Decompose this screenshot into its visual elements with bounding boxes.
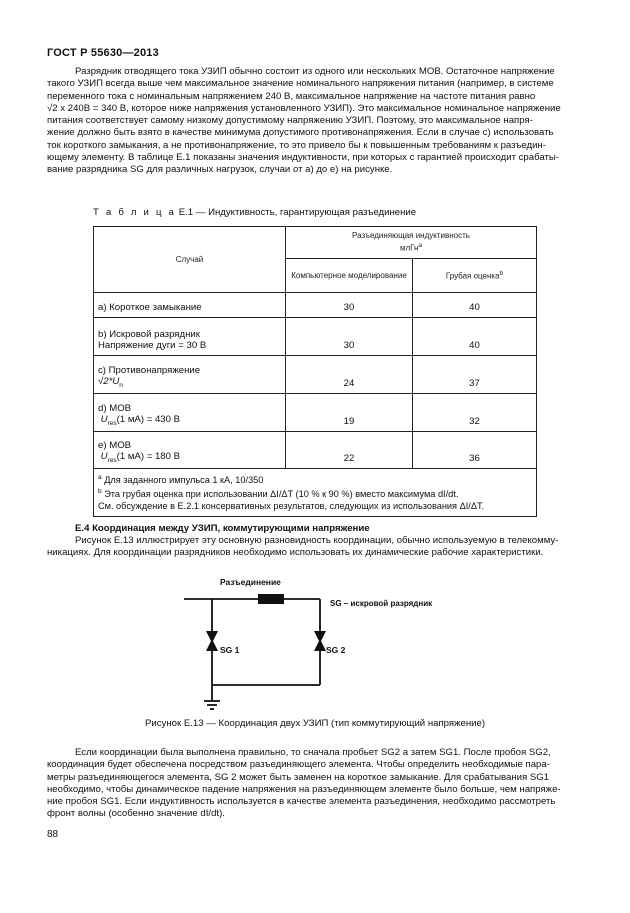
figure-caption: Рисунок Е.13 — Координация двух УЗИП (тип коммутирующий напряжение) (144, 718, 486, 729)
intro-line: жение должно быть взято в качестве минимума допустимого противонапряжения. Если в случае с) использовать (47, 127, 554, 139)
table-note-c: См. обсуждение в Е.2.1 консервативных результатов, следующих из использования ΔI/ΔT. (98, 501, 485, 512)
outro-paragraph (47, 747, 583, 821)
head-case-text: Случай (175, 254, 204, 264)
table-notes-row (94, 469, 537, 517)
table-title (93, 207, 416, 218)
row-case-line: (1 мА) = 430 В (116, 414, 181, 426)
sg1-arrow-up-icon (206, 639, 218, 651)
row-case-line: c) Противонапряжение (98, 365, 201, 377)
row-case-sub: res (107, 420, 117, 427)
section-line: Рисунок Е.13 иллюстрирует эту основную разновидность координации, обычно используемую в телекомму- (75, 535, 559, 546)
label-sg: SG – искровой разрядник (330, 599, 433, 608)
row-case-cell (94, 432, 286, 469)
page-number: 88 (47, 829, 59, 840)
table-row (94, 356, 537, 394)
row-value-model: 24 (286, 356, 413, 394)
note-b-text: Эта грубая оценка при использовании ΔI/ΔT (10 % к 90 %) вместо максимума dI/dt. (104, 489, 459, 500)
head-group-text: Разъединяющая индуктивность (352, 231, 470, 241)
table-head-group (286, 227, 537, 259)
row-case-line: Напряжение дуги = 30 В (98, 340, 207, 351)
row-case-symbol: U (100, 451, 108, 463)
row-case-line: (1 мА) = 180 В (116, 451, 181, 463)
intro-paragraph (47, 66, 583, 177)
inductance-table (93, 226, 537, 517)
intro-line: вание разрядника SG для различных нагрузок, случаи от а) до е) на рисунке. (47, 164, 393, 176)
row-case-line: d) МОВ (98, 403, 132, 415)
row-case-cell (94, 394, 286, 432)
table-title-text: Е.1 — Индуктивность, гарантирующая разъединение (176, 207, 417, 218)
intro-line: такого УЗИП всегда выше чем максимальное значение номинального напряжения питания (например, в системе (47, 78, 554, 90)
note-a-mark: a (98, 474, 102, 481)
row-value-estimate: 37 (413, 356, 537, 394)
table-row (94, 293, 537, 318)
row-case-sub: n (119, 382, 123, 389)
row-value-model: 22 (286, 432, 413, 469)
table-note-b (98, 486, 532, 500)
intro-line: переменного тока с номинальным напряжением 240 В, максимальное напряжение на частоте питания равно (47, 90, 536, 102)
row-value-estimate: 40 (413, 318, 537, 356)
intro-line: питания соответствует самому низкому допустимому напряжению УЗИП. Поэтому, это максимальное напря- (47, 115, 533, 127)
row-case-line: √2*U (98, 376, 120, 388)
head-col2-text: Грубая оценка (445, 271, 500, 281)
table-head-col2 (413, 259, 537, 293)
table-row (94, 432, 537, 469)
section-title: Е.4 Координация между УЗИП, коммутирующими напряжение (75, 523, 370, 534)
head-col2-sup: b (499, 270, 504, 278)
row-value-estimate: 32 (413, 394, 537, 432)
outro-line: метры разъединяющегося элемента, SG 2 может быть заменен на короткое замыкание. Для срабатывания SG1 (47, 771, 550, 783)
table-head-col1 (286, 259, 413, 293)
outro-line: необходимо, чтобы динамическое падение напряжения на разъединяющем элементе было больше, чем напряже- (47, 783, 561, 795)
section-paragraph (47, 535, 583, 560)
coordination-diagram (180, 573, 470, 723)
intro-line: ющему элементу. В таблице Е.1 показаны значения индуктивности, при которых с гарантией происходит срабаты- (47, 152, 559, 164)
table-notes (94, 469, 537, 517)
row-case-cell (94, 318, 286, 356)
table-row (94, 394, 537, 432)
row-case-cell (94, 356, 286, 394)
row-value-model: 19 (286, 394, 413, 432)
row-value-estimate: 40 (413, 293, 537, 318)
document-header: ГОСТ Р 55630—2013 (47, 47, 159, 59)
row-case-line: b) Искровой разрядник (98, 329, 200, 340)
note-b-mark: b (98, 488, 102, 496)
head-unit-text: млГн (399, 243, 419, 253)
row-case-sub: res (107, 457, 117, 464)
outro-line: ние пробоя SG1. Если индуктивность используется в качестве элемента разъединения, необходимо рассмотреть (47, 796, 556, 808)
sg2-arrow-up-icon (314, 639, 326, 651)
outro-line: координация будет обеспечена посредством разъединяющего элемента. Чтобы определить необходимые пара- (47, 759, 550, 771)
intro-line: Разрядник отводящего тока УЗИП обычно состоит из одного или нескольких МОВ. Остаточное напряжение (75, 66, 555, 77)
head-unit-sup: a (418, 242, 423, 250)
row-value-model: 30 (286, 293, 413, 318)
intro-line: ток короткого замыкания, а не противонапряжение, то это привело бы к повышенным требованиям к разъедин- (47, 139, 546, 151)
outro-line: фронт волны (особенно значение dI/dt). (47, 808, 225, 820)
disconnect-element-icon (258, 594, 284, 604)
section-line: никациях. Для координации разрядников необходимо использовать их динамические рабочие характеристики. (47, 547, 544, 559)
head-col1-text: Компьютерное моделирование (291, 270, 407, 280)
row-case-line: a) Короткое замыкание (98, 302, 202, 313)
row-case-symbol: U (100, 414, 108, 426)
table-head-case (94, 227, 286, 293)
label-disconnect: Разъединение (220, 577, 281, 587)
table-title-prefix: Т а б л и ц а (93, 207, 177, 218)
label-sg1: SG 1 (220, 645, 240, 655)
intro-line: √2 x 240В = 340 В, которое ниже напряжения установленного УЗИП). Это максимальное номинальное напряжение (47, 102, 561, 114)
table-note-a (98, 472, 532, 486)
outro-line: Если координации была выполнена правильно, то сначала пробьет SG2 а затем SG1. После пробоя SG2, (75, 747, 551, 758)
row-value-estimate: 36 (413, 432, 537, 469)
label-sg2: SG 2 (326, 645, 346, 655)
row-case-line: e) МОВ (98, 440, 132, 452)
note-a-text: Для заданного импульса 1 кА, 10/350 (104, 475, 264, 486)
table-row (94, 318, 537, 356)
row-case-cell (94, 293, 286, 318)
row-value-model: 30 (286, 318, 413, 356)
